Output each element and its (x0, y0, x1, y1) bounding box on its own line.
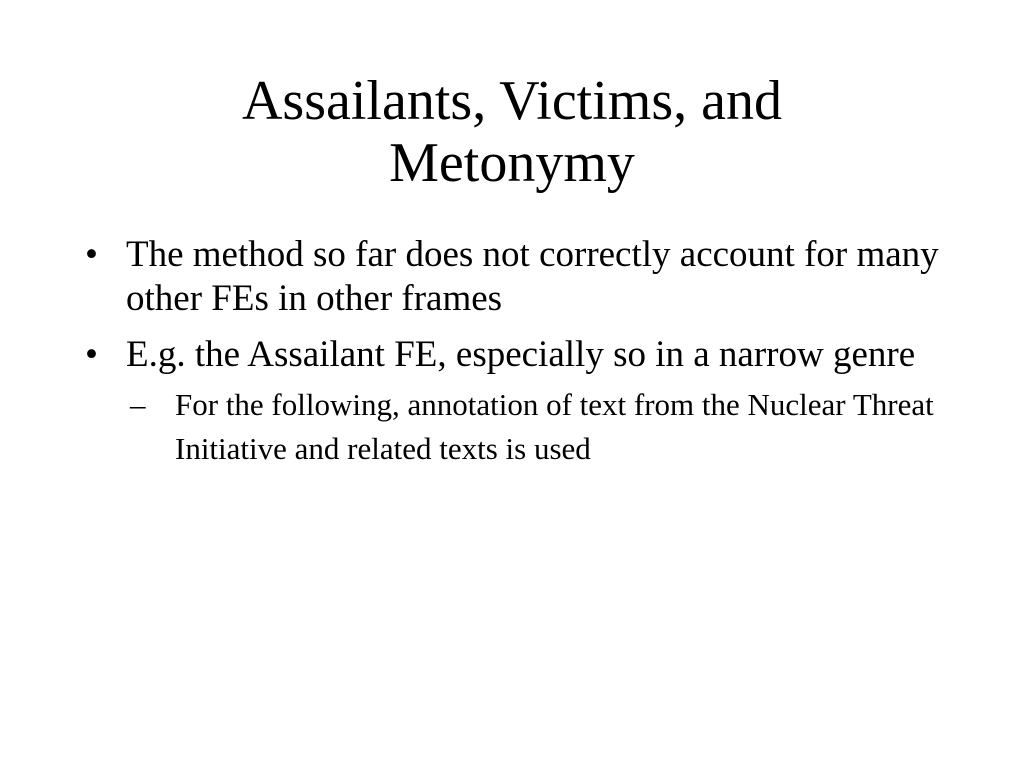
bullet-marker: • (85, 234, 98, 275)
slide-title (80, 70, 944, 194)
bullet-text: The method so far does not correctly account for many other FEs in other frames (126, 234, 939, 319)
bullet-marker: • (85, 334, 98, 375)
bullet-text: E.g. the Assailant FE, especially so in a narrow genre (126, 334, 916, 375)
sub-bullet-list (126, 383, 965, 471)
bullet-item-2 (85, 333, 965, 471)
sub-bullet-marker: – (130, 387, 146, 422)
sub-bullet-text: For the following, annotation of text from the Nuclear Threat Initiative and related texts is used (175, 387, 934, 466)
bullet-item-1 (85, 233, 965, 321)
slide-title-line-2: Metonymy (389, 132, 635, 194)
slide-bullet-list (85, 233, 965, 483)
sub-bullet-item-1 (130, 383, 965, 471)
slide-title-line-1: Assailants, Victims, and (241, 70, 782, 132)
